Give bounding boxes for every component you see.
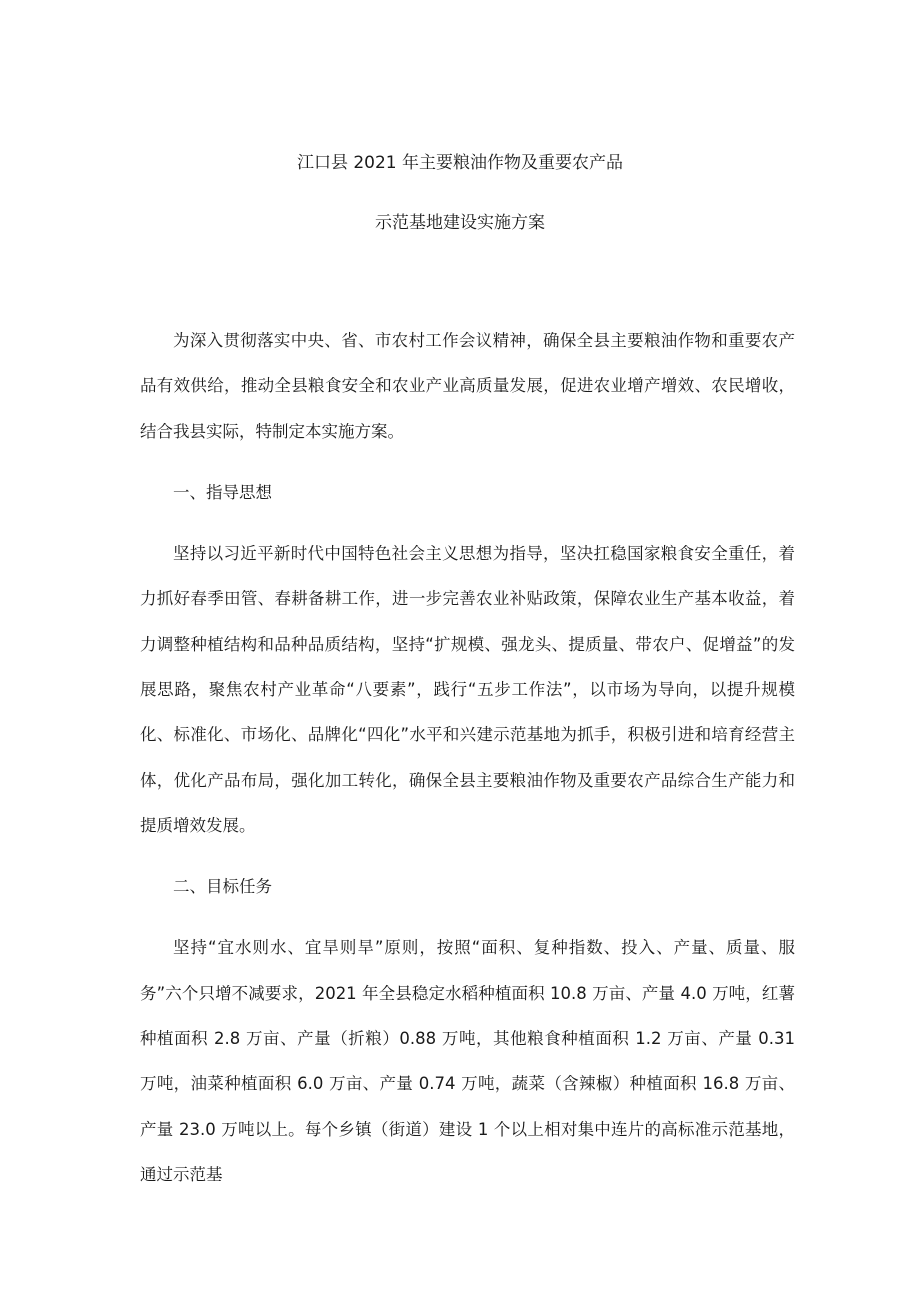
section-heading-guiding-ideology: 一、指导思想 <box>173 482 272 502</box>
document-body <box>140 318 795 1198</box>
guiding-ideology-paragraph: 坚持以习近平新时代中国特色社会主义思想为指导，坚决扛稳国家粮食安全重任，着力抓好春季田管、春耕备耕工作，进一步完善农业补贴政策，保障农业生产基本收益，着力调整种植结构和品种品质结构，坚持“扩规模、强龙头、提质量、带农户、促增益”的发展思路，聚焦农村产业革命“八要素”，践行“五步工作法”，以市场为导向，以提升规模化、标准化、市场化、品牌化“四化”水平和兴建示范基地为抓手，积极引进和培育经营主体，优化产品布局，强化加工转化，确保全县主要粮油作物及重要农产品综合生产能力和提质增效发展。 <box>140 543 795 836</box>
goals-tasks-paragraph: 坚持“宜水则水、宜旱则旱”原则，按照“面积、复种指数、投入、产量、质量、服务”六个只增不减要求，2021 年全县稳定水稻种植面积 10.8 万亩、产量 4.0 万吨，红薯种植面积 2.8 万亩、产量（折粮）0.88 万吨，其他粮食种植面积 1.2 万亩、产量 0.31 万吨，油菜种植面积 6.0 万亩、产量 0.74 万吨，蔬菜（含辣椒）种植面积 16.8 万亩、产量 23.0 万吨以上。每个乡镇（街道）建设 1 个以上相对集中连片的高标准示范基地，通过示范基 <box>140 938 795 1185</box>
section-heading-goals-tasks: 二、目标任务 <box>173 877 272 897</box>
intro-paragraph: 为深入贯彻落实中央、省、市农村工作会议精神，确保全县主要粮油作物和重要农产品有效供给，推动全县粮食安全和农业产业高质量发展，促进农业增产增效、农民增收，结合我县实际，特制定本实施方案。 <box>140 331 795 441</box>
document-title-line-1: 江口县 2021 年主要粮油作物及重要农产品 <box>296 153 624 173</box>
document-title-line-2: 示范基地建设实施方案 <box>375 213 545 233</box>
